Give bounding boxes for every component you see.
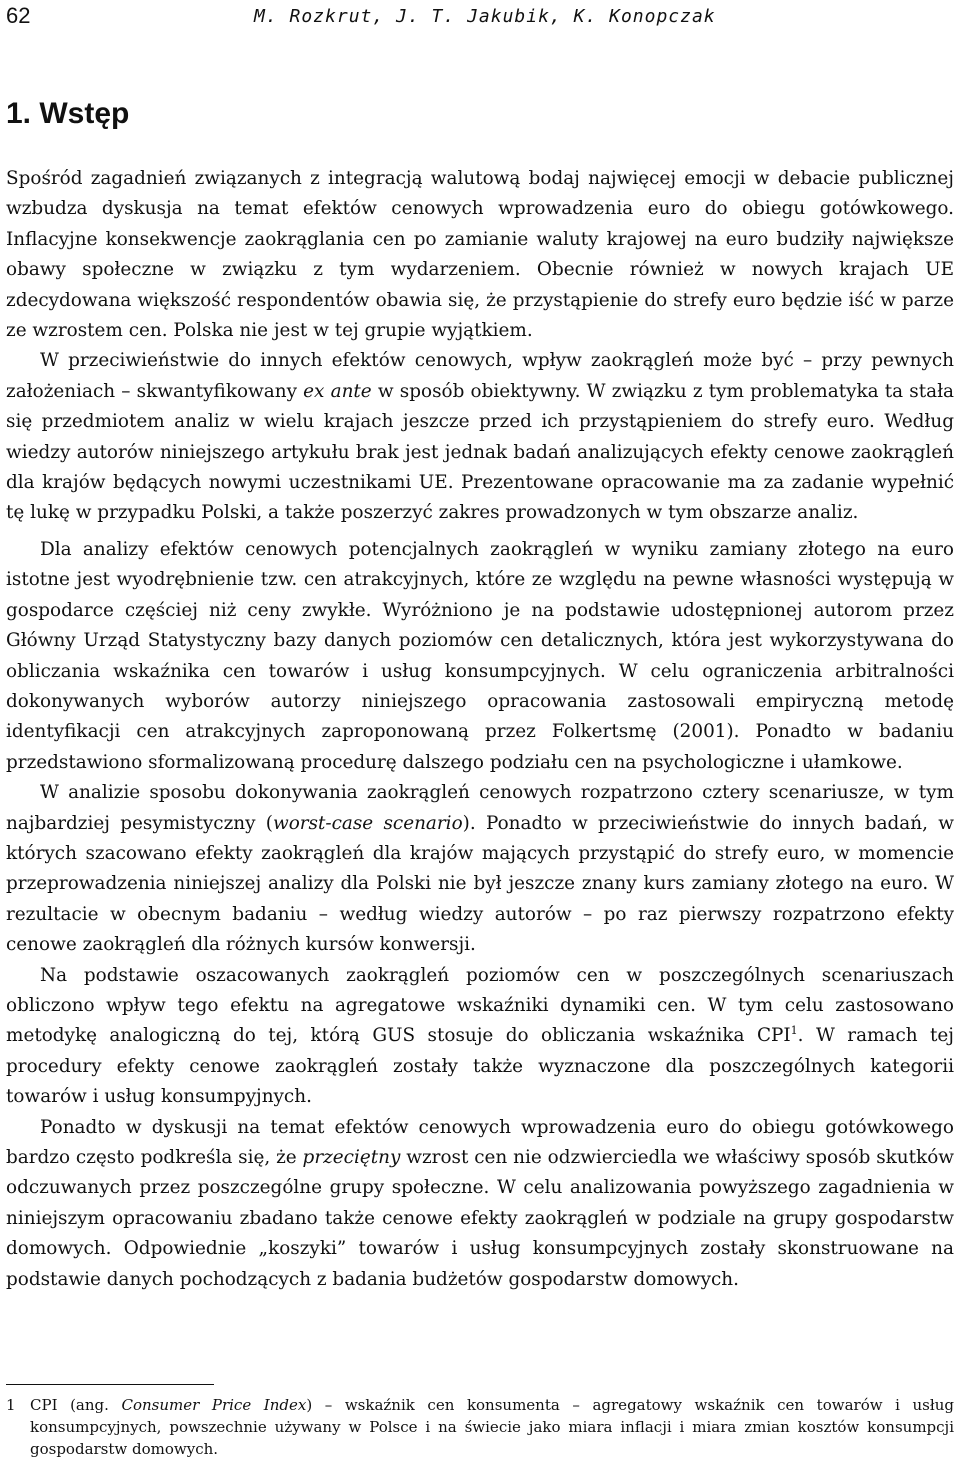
paragraph-text: Spośród zagadnień związanych z integracją walutową bodaj najwięcej emocji w debacie publicznej wzbudza dyskusja na temat efektów cenowych wprowadzenia euro do obiegu gotówkowego. Inflacyjne konsekwencje zaokrąglania cen po zamianie waluty krajowej na euro budziły największe obawy społeczne w związku z tym wydarzeniem. Obecnie również w nowych krajach UE zdecydowana większość respondentów obawia się, że przystąpienie do strefy euro będzie iść w parze ze wzrostem cen. Polska nie jest w tej grupie wyjątkiem. <box>6 168 954 342</box>
paragraph-emphasis: przeciętny <box>302 1147 401 1168</box>
paragraph <box>6 778 954 960</box>
paragraph-text: Ponadto w dyskusji na temat efektów cenowych wprowadzenia euro do obiegu gotówkowego bardzo często podkreśla się, że <box>6 1116 954 1168</box>
paragraph <box>6 164 954 346</box>
paragraph <box>6 961 954 1113</box>
running-head <box>6 0 946 34</box>
paragraph-text: W analizie sposobu dokonywania zaokrągleń cenowych rozpatrzono cztery scenariusze, w tym najbardziej pesymistyczny ( <box>6 782 954 834</box>
footnote-emphasis: Consumer Price Index <box>121 1396 307 1414</box>
paragraph-text: Na podstawie oszacowanych zaokrągleń poziomów cen w poszczególnych scenariuszach obliczono wpływ tego efektu na agregatowe wskaźniki dynamiki cen. W tym celu zastosowano metodykę analogiczną do tej, którą GUS stosuje do obliczania wskaźnika CPI <box>6 964 954 1047</box>
footnote-mark: 1 <box>6 1396 16 1414</box>
footnote-reference[interactable]: 1 <box>790 1024 798 1038</box>
section-title: 1. Wstęp <box>6 97 130 130</box>
page-number: 62 <box>6 3 31 28</box>
paragraph-text: wzrost cen nie odzwierciedla we właściwy sposób skutków odczuwanych przez poszczególne grupy społeczne. W celu analizowania powyższego zagadnienia w niniejszym opracowaniu zbadano także cenowe efekty zaokrągleń w podziale na grupy gospodarstw domowych. Odpowiednie „koszyki” towarów i usług konsumpcyjnych zostały skonstruowane na podstawie danych pochodzących z badania budżetów gospodarstw domowych. <box>6 1147 955 1290</box>
paragraph-emphasis: ex ante <box>303 380 372 402</box>
paragraph-emphasis: worst-case scenario <box>272 812 463 834</box>
paragraph-text: Dla analizy efektów cenowych potencjalnych zaokrągleń w wyniku zamiany złotego na euro istotne jest wyodrębnienie tzw. cen atrakcyjnych, które ze względu na pewne własności występują w gospodarce częściej niż ceny zwykłe. Wyróżniono je na podstawie udostępnionej autorom przez Główny Urząd Statystyczny bazy danych poziomów cen detalicznych, która jest wykorzystywana do obliczania wskaźnika cen towarów i usług konsumpcyjnych. W celu ograniczenia arbitralności dokonywanych wyborów autorzy niniejszego opracowania zastosowali empiryczną metodę identyfikacji cen atrakcyjnych zaproponowaną przez Folkertsmę (2001). Ponadto w badaniu przedstawiono sformalizowaną procedurę dalszego podziału cen na psychologiczne i ułamkowe. <box>6 538 954 773</box>
footnote-divider <box>6 1384 214 1385</box>
running-head-authors: M. Rozkrut, J. T. Jakubik, K. Konopczak <box>254 6 716 27</box>
footnote-text <box>6 1394 954 1460</box>
paragraph <box>6 1113 954 1295</box>
body-text <box>6 164 954 1295</box>
footnote-part: ) – wskaźnik cen konsumenta – agregatowy wskaźnik cen towarów i usług konsumpcyjnych, powszechnie używany w Polsce i na świecie jako miara inflacji i miara zmian kosztów konsumpcji gospodarstw domowych. <box>30 1396 954 1458</box>
footnote-part: CPI (ang. <box>30 1396 122 1414</box>
paragraph-text: W przeciwieństwie do innych efektów cenowych, wpływ zaokrągleń może być – przy pewnych założeniach – skwantyfikowany <box>6 350 954 402</box>
paragraph <box>6 346 954 528</box>
paragraph-text: ). Ponadto w przeciwieństwie do innych badań, w których szacowano efekty zaokrągleń dla krajów mających przystąpić do strefy euro, w momencie przeprowadzenia niniejszej analizy dla Polski nie był jeszcze znany kurs zamiany złotego na euro. W rezultacie w obecnym badaniu – według wiedzy autorów – po raz pierwszy rozpatrzono efekty cenowe zaokrągleń dla różnych kursów konwersji. <box>6 812 954 956</box>
footnote <box>6 1394 954 1460</box>
paragraph-text: w sposób obiektywny. W związku z tym problematyka ta stała się przedmiotem analiz w wielu krajach jeszcze przed ich przystąpieniem do strefy euro. Według wiedzy autorów niniejszego artykułu brak jest jednak badań analizujących efekty cenowe zaokrągleń dla krajów będących nowymi uczestnikami UE. Prezentowane opracowanie ma za zadanie wypełnić tę lukę w przypadku Polski, a także poszerzyć zakres prowadzonych w tym obszarze analiz. <box>6 380 955 524</box>
paragraph <box>6 535 954 778</box>
paragraph-text: . W ramach tej procedury efekty cenowe zaokrągleń zostały także wyznaczone dla poszczególnych kategorii towarów i usług konsumpyjnych. <box>6 1025 954 1108</box>
